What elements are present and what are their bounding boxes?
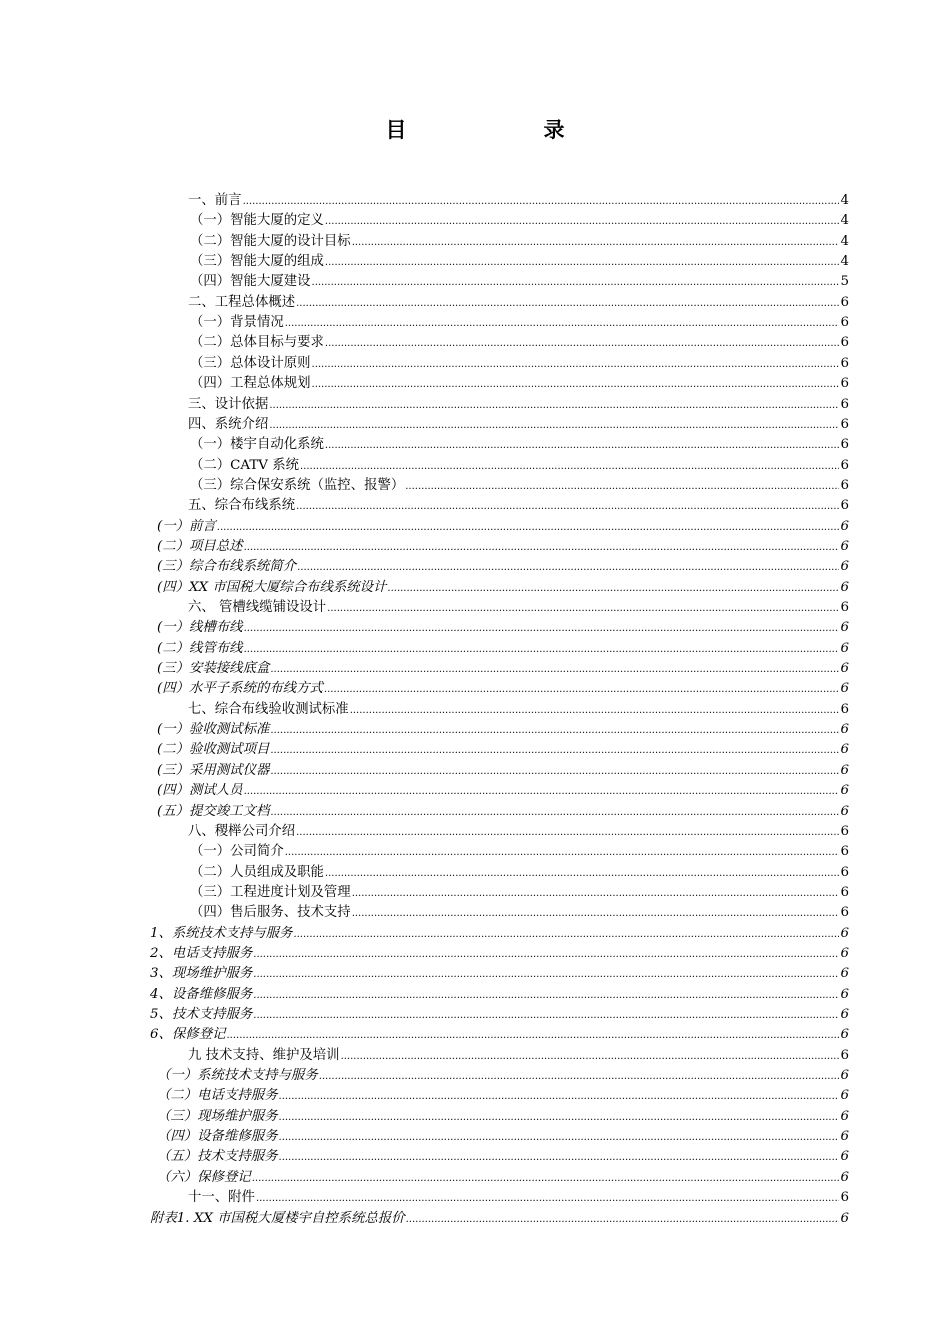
toc-entry-title: （一）背景情况 xyxy=(190,315,284,330)
toc-entry-title: 附表1. XX 市国税大厦楼宇自控系统总报价 xyxy=(150,1211,405,1226)
toc-page-number: 6 xyxy=(840,559,849,574)
dot-leader xyxy=(279,1128,840,1148)
toc-entry[interactable] xyxy=(188,496,849,516)
toc-entry-title: （一）公司简介 xyxy=(190,844,284,859)
toc-page-number: 6 xyxy=(840,519,849,534)
dot-leader xyxy=(256,1189,840,1209)
toc-page-number: 6 xyxy=(840,865,849,880)
toc-entry-title: （一）楼宇自动化系统 xyxy=(190,437,324,452)
toc-entry[interactable] xyxy=(190,313,849,333)
dot-leader xyxy=(405,477,839,497)
toc-page-number: 6 xyxy=(840,417,849,432)
toc-entry-title: 2、电话支持服务 xyxy=(150,946,253,961)
toc-entry-title: （二）总体目标与要求 xyxy=(190,335,324,350)
toc-page-number: 6 xyxy=(840,600,849,615)
toc-entry-title: (四）测试人员 xyxy=(157,783,243,798)
dot-leader xyxy=(325,436,840,456)
dot-leader xyxy=(217,518,840,538)
toc-page-number: 6 xyxy=(840,1007,849,1022)
toc-page-number: 6 xyxy=(840,478,849,493)
toc-entry-title: （一）系统技术支持与服务 xyxy=(157,1068,318,1083)
toc-entry-title: (二）项目总述 xyxy=(157,539,243,554)
toc-entry[interactable] xyxy=(150,1025,849,1045)
toc-entry-title: 二、工程总体概述 xyxy=(188,295,296,310)
toc-page-number: 6 xyxy=(840,742,849,757)
toc-entry[interactable] xyxy=(190,211,849,231)
dot-leader xyxy=(253,965,839,985)
toc-page-number: 6 xyxy=(840,641,849,656)
toc-entry[interactable] xyxy=(157,720,849,740)
toc-entry[interactable] xyxy=(150,964,849,984)
toc-page-number: 6 xyxy=(840,702,849,717)
toc-page-number: 4 xyxy=(840,254,849,269)
dot-leader xyxy=(324,680,840,700)
toc-entry-title: (三）采用测试仪器 xyxy=(157,763,270,778)
toc-page-number: 6 xyxy=(840,580,849,595)
toc-entry[interactable] xyxy=(190,435,849,455)
toc-entry[interactable] xyxy=(150,1005,849,1025)
toc-page-number: 6 xyxy=(840,926,849,941)
toc-entry-title: （三）综合保安系统（监控、报警） xyxy=(190,478,405,493)
dot-leader xyxy=(269,416,839,436)
dot-leader xyxy=(270,803,839,823)
dot-leader xyxy=(244,640,840,660)
toc-entry[interactable] xyxy=(157,659,849,679)
toc-page-number: 6 xyxy=(840,681,849,696)
toc-entry-title: (四）水平子系统的布线方式 xyxy=(157,681,323,696)
toc-entry-title: （三）现场维护服务 xyxy=(157,1109,278,1124)
toc-entry-title: 1、系统技术支持与服务 xyxy=(150,926,293,941)
dot-leader xyxy=(296,823,839,843)
toc-page-number: 6 xyxy=(840,804,849,819)
toc-entry-title: 5、技术支持服务 xyxy=(150,1007,253,1022)
toc-entry-title: （三）总体设计原则 xyxy=(190,356,311,371)
toc-entry-title: （三）工程进度计划及管理 xyxy=(190,885,351,900)
toc-entry[interactable] xyxy=(157,618,849,638)
toc-entry-title: （二）CATV 系统 xyxy=(190,458,299,473)
toc-entry[interactable] xyxy=(157,1066,849,1086)
dot-leader xyxy=(325,334,840,354)
dot-leader xyxy=(325,212,840,232)
toc-page-number: 6 xyxy=(840,498,849,513)
toc-entry[interactable] xyxy=(190,476,849,496)
toc-entry-title: 六、 管槽线缆铺设设计 xyxy=(188,600,327,615)
toc-entry-title: 3、现场维护服务 xyxy=(150,966,253,981)
toc-entry[interactable] xyxy=(188,598,849,618)
toc-entry[interactable] xyxy=(190,252,849,272)
dot-leader xyxy=(270,741,839,761)
toc-entry-title: 三、设计依据 xyxy=(188,397,269,412)
toc-entry-title: （二）电话支持服务 xyxy=(157,1088,278,1103)
toc-entry-title: （一）智能大厦的定义 xyxy=(190,213,324,228)
toc-entry[interactable] xyxy=(190,354,849,374)
toc-entry[interactable] xyxy=(157,1127,849,1147)
toc-entry[interactable] xyxy=(190,272,849,292)
dot-leader xyxy=(270,762,839,782)
toc-entry[interactable] xyxy=(188,415,849,435)
dot-leader xyxy=(244,782,840,802)
toc-page-number: 6 xyxy=(840,458,849,473)
toc-entry[interactable] xyxy=(188,395,849,415)
toc-page-number: 4 xyxy=(840,193,849,208)
toc-page-number: 4 xyxy=(840,234,849,249)
dot-leader xyxy=(285,314,840,334)
toc-page-number: 6 xyxy=(840,722,849,737)
toc-entry[interactable] xyxy=(188,1188,849,1208)
toc-page-number: 6 xyxy=(840,763,849,778)
toc-entry-title: (四）XX 市国税大厦综合布线系统设计 xyxy=(157,580,387,595)
toc-entry-title: 一、前言 xyxy=(188,193,242,208)
toc-page-number: 6 xyxy=(840,844,849,859)
toc-entry[interactable] xyxy=(157,1086,849,1106)
toc-entry-title: (三）安装接线底盒 xyxy=(157,661,270,676)
toc-entry[interactable] xyxy=(190,903,849,923)
toc-page-number: 6 xyxy=(840,356,849,371)
dot-leader xyxy=(312,375,840,395)
toc-entry[interactable] xyxy=(190,333,849,353)
dot-leader xyxy=(352,884,840,904)
toc-entry-title: (三）综合布线系统简介 xyxy=(157,559,297,574)
dot-leader xyxy=(297,558,839,578)
toc-entry[interactable] xyxy=(157,679,849,699)
toc-page-number: 6 xyxy=(840,1149,849,1164)
dot-leader xyxy=(325,864,840,884)
toc-entry[interactable] xyxy=(157,557,849,577)
dot-leader xyxy=(279,1108,840,1128)
toc-page-number: 6 xyxy=(840,1109,849,1124)
toc-entry[interactable] xyxy=(190,374,849,394)
toc-page-number: 6 xyxy=(840,335,849,350)
toc-entry[interactable] xyxy=(188,822,849,842)
toc-page-number: 6 xyxy=(840,315,849,330)
toc-page-number: 6 xyxy=(840,376,849,391)
dot-leader xyxy=(253,986,839,1006)
toc-entry-title: （二）智能大厦的设计目标 xyxy=(190,234,351,249)
toc-entry[interactable] xyxy=(188,1046,849,1066)
dot-leader xyxy=(352,233,840,253)
dot-leader xyxy=(253,1006,839,1026)
dot-leader xyxy=(406,1210,840,1230)
toc-entry[interactable] xyxy=(157,1147,849,1167)
toc-entry[interactable] xyxy=(157,761,849,781)
dot-leader xyxy=(285,843,840,863)
toc-entry-title: 七、综合布线验收测试标准 xyxy=(188,702,349,717)
toc-entry[interactable] xyxy=(157,781,849,801)
toc-page-number: 6 xyxy=(840,1211,849,1226)
dot-leader xyxy=(312,273,840,293)
dot-leader xyxy=(387,579,839,599)
dot-leader xyxy=(296,497,839,517)
dot-leader xyxy=(244,538,840,558)
toc-entry[interactable] xyxy=(190,863,849,883)
toc-page-number: 6 xyxy=(840,1129,849,1144)
toc-page-number: 6 xyxy=(840,295,849,310)
toc-entry-title: （二）人员组成及职能 xyxy=(190,865,324,880)
dot-leader xyxy=(293,925,839,945)
toc-entry[interactable] xyxy=(188,700,849,720)
toc-page-number: 6 xyxy=(840,661,849,676)
toc-page-number: 6 xyxy=(840,905,849,920)
toc-entry-title: （四）智能大厦建设 xyxy=(190,274,311,289)
toc-entry-title: (一）验收测试标准 xyxy=(157,722,270,737)
toc-entry[interactable] xyxy=(190,232,849,252)
toc-entry[interactable] xyxy=(190,456,849,476)
toc-page-number: 6 xyxy=(840,1027,849,1042)
toc-entry[interactable] xyxy=(190,883,849,903)
dot-leader xyxy=(296,294,839,314)
toc-page-number: 6 xyxy=(840,620,849,635)
dot-leader xyxy=(327,599,839,619)
toc-page-number: 6 xyxy=(840,885,849,900)
toc-page-number: 6 xyxy=(840,946,849,961)
toc-entry-title: 6、保修登记 xyxy=(150,1027,226,1042)
toc-entry-title: （六）保修登记 xyxy=(157,1170,251,1185)
dot-leader xyxy=(352,904,840,924)
toc-entry-title: 4、设备维修服务 xyxy=(150,987,253,1002)
toc-entry-title: (二）验收测试项目 xyxy=(157,742,270,757)
toc-page-number: 6 xyxy=(840,437,849,452)
toc-entry[interactable] xyxy=(157,740,849,760)
dot-leader xyxy=(226,1026,839,1046)
toc-page-number: 6 xyxy=(840,539,849,554)
dot-leader xyxy=(253,945,839,965)
toc-page-number: 6 xyxy=(840,987,849,1002)
toc-page-number: 6 xyxy=(840,1170,849,1185)
toc-page-number: 6 xyxy=(840,1190,849,1205)
dot-leader xyxy=(269,396,839,416)
dot-leader xyxy=(279,1087,840,1107)
toc-entry-title: （三）智能大厦的组成 xyxy=(190,254,324,269)
toc-page-number: 6 xyxy=(840,397,849,412)
toc-page-number: 6 xyxy=(840,1068,849,1083)
toc-entry-title: 五、综合布线系统 xyxy=(188,498,296,513)
dot-leader xyxy=(270,660,839,680)
toc-entry-title: (二）线管布线 xyxy=(157,641,243,656)
toc-page-number: 6 xyxy=(840,1048,849,1063)
toc-entry[interactable] xyxy=(157,578,849,598)
toc-entry[interactable] xyxy=(157,517,849,537)
dot-leader xyxy=(244,619,840,639)
toc-entry[interactable] xyxy=(150,944,849,964)
toc-entry[interactable] xyxy=(150,985,849,1005)
dot-leader xyxy=(350,701,840,721)
page-title: 目 录 xyxy=(385,117,623,142)
toc-entry-title: 十一、附件 xyxy=(188,1190,255,1205)
toc-entry[interactable] xyxy=(188,293,849,313)
toc-entry-title: 九 技术支持、维护及培训 xyxy=(188,1048,340,1063)
toc-entry[interactable] xyxy=(157,639,849,659)
dot-leader xyxy=(319,1067,840,1087)
dot-leader xyxy=(279,1148,840,1168)
toc-entry[interactable] xyxy=(157,802,849,822)
toc-entry-title: (五）提交竣工文档 xyxy=(157,804,270,819)
toc-entry-title: (一）前言 xyxy=(157,519,216,534)
toc-entry[interactable] xyxy=(190,842,849,862)
toc-entry[interactable] xyxy=(150,924,849,944)
dot-leader xyxy=(325,253,840,273)
toc-page-number: 4 xyxy=(840,213,849,228)
toc-entry[interactable] xyxy=(188,191,849,211)
toc-page-number: 6 xyxy=(840,1088,849,1103)
dot-leader xyxy=(341,1047,840,1067)
toc-page-number: 6 xyxy=(840,783,849,798)
toc-entry-title: （四）工程总体规划 xyxy=(190,376,311,391)
toc-entry-title: (一）线槽布线 xyxy=(157,620,243,635)
toc-page-number: 5 xyxy=(840,274,849,289)
toc-page-number: 6 xyxy=(840,966,849,981)
dot-leader xyxy=(270,721,839,741)
toc-entry-title: 八、稷榉公司介绍 xyxy=(188,824,296,839)
toc-entry-title: （四）售后服务、技术支持 xyxy=(190,905,351,920)
toc-entry-title: 四、系统介绍 xyxy=(188,417,269,432)
toc-entry[interactable] xyxy=(157,1107,849,1127)
toc-entry-title: （四）设备维修服务 xyxy=(157,1129,278,1144)
dot-leader xyxy=(243,192,840,212)
toc-entry[interactable] xyxy=(150,1209,849,1229)
toc-entry-title: （五）技术支持服务 xyxy=(157,1149,278,1164)
dot-leader xyxy=(252,1169,840,1189)
toc-entry[interactable] xyxy=(157,537,849,557)
toc-entry[interactable] xyxy=(157,1168,849,1188)
toc-page-number: 6 xyxy=(840,824,849,839)
dot-leader xyxy=(300,457,839,477)
dot-leader xyxy=(312,355,840,375)
